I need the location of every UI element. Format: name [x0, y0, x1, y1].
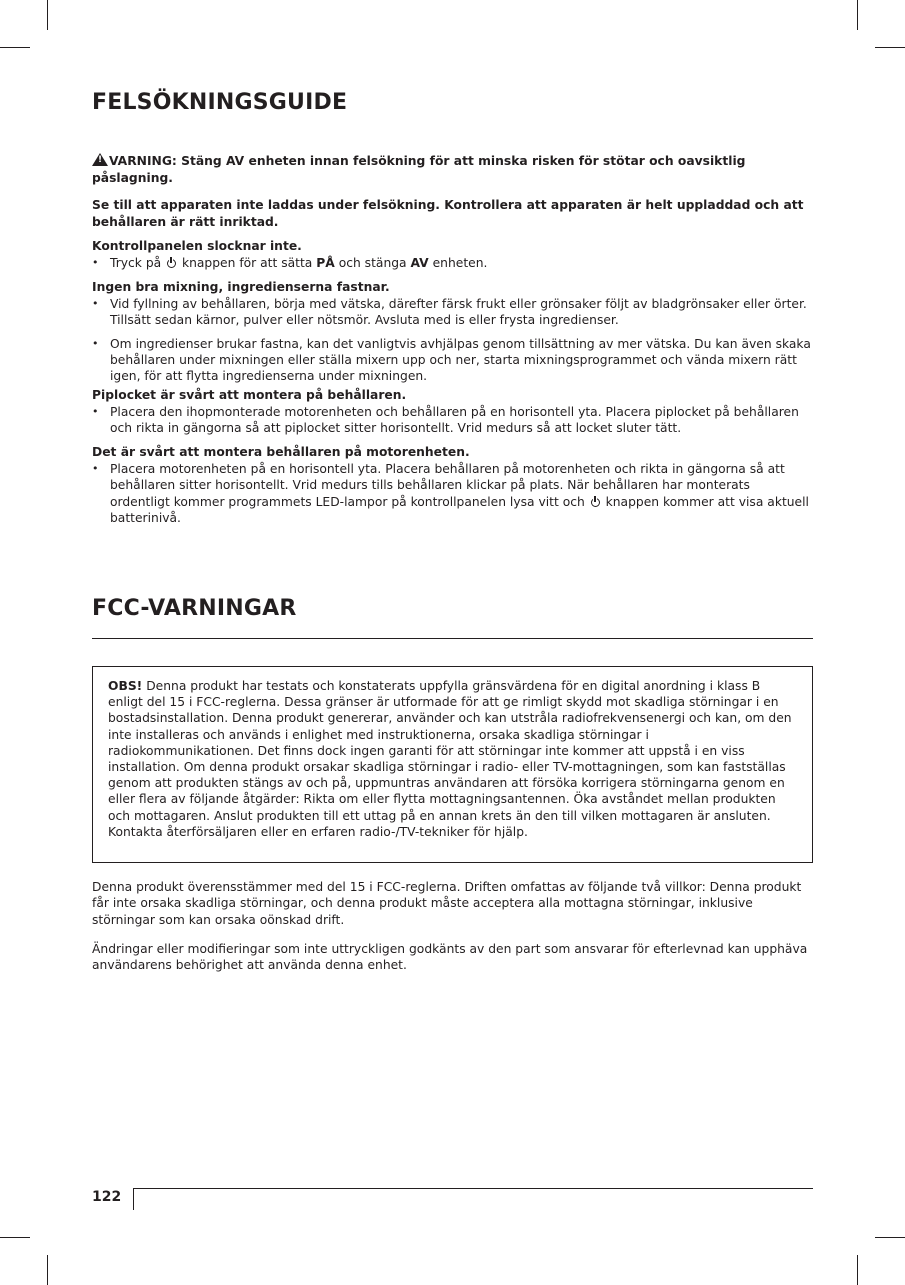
section-container-mount: [92, 444, 813, 526]
obs-label: OBS!: [108, 679, 143, 693]
power-icon: [167, 259, 176, 268]
crop-mark: [0, 47, 30, 48]
bullet-text: Tryck på: [110, 256, 166, 270]
warning-text: Stäng AV enheten innan felsökning för att minska risken för stötar och oavsiktlig påslagning.: [92, 154, 746, 185]
section-control-panel: [92, 238, 813, 271]
list-item: [92, 255, 813, 271]
bullet-text: och stänga: [334, 256, 411, 270]
list-item: • Placera den ihopmonterade motorenheten och behållaren på en horisontell yta. Placera piplocket på behållaren och rikta in gängorna så att piplocket sitter horisontellt. Vrid medurs så att locket sluter tätt.: [92, 404, 813, 437]
crop-mark: [875, 1237, 905, 1238]
section-spout-lid: [92, 387, 813, 437]
charging-note: Se till att apparaten inte laddas under felsökning. Kontrollera att apparaten är helt uppladdad och att behållaren är rätt inriktad.: [92, 198, 804, 229]
footer-divider: [133, 1188, 134, 1210]
list-item: [92, 461, 813, 526]
section-title: Det är svårt att montera behållaren på motorenheten.: [92, 445, 470, 459]
compliance-paragraph: Denna produkt överensstämmer med del 15 i FCC-reglerna. Driften omfattas av följande två villkor: Denna produkt får inte orsaka skadliga störningar, och denna produkt måste acceptera alla mottagna störningar, inklusive störningar som kan orsaka oönskad drift.: [92, 880, 802, 927]
warning-label: VARNING:: [109, 154, 177, 168]
obs-notice-box: [92, 666, 813, 863]
bullet-text: enheten.: [428, 256, 488, 270]
warning-block: [92, 153, 813, 187]
footer-rule: [133, 1188, 813, 1189]
modifications-paragraph: Ändringar eller modifieringar som inte uttryckligen godkänts av den part som ansvarar för efterlevnad kan upphäva användarens behörighet att använda denna enhet.: [92, 942, 808, 973]
crop-mark: [47, 1255, 48, 1285]
crop-mark: [47, 0, 48, 30]
bullet-text-bold: PÅ: [316, 256, 335, 270]
crop-mark: [857, 1255, 858, 1285]
section-title: Kontrollpanelen slocknar inte.: [92, 239, 302, 253]
power-icon: [591, 498, 600, 507]
list-item: • Om ingredienser brukar fastna, kan det vanligtvis avhjälpas genom tillsättning av mer vätska. Du kan även skaka behållaren under mixningen eller ställa mixern upp och ner, starta mixningsprogrammet och vända mixern rätt igen, för att flytta ingredienserna under mixningen.: [92, 336, 813, 385]
bullet-text: knappen kommer att visa aktuell batterinivå.: [110, 494, 809, 525]
section-title: Piplocket är svårt att montera på behållaren.: [92, 388, 407, 402]
bullet-text-bold: AV: [410, 256, 429, 270]
divider: [92, 638, 813, 639]
bullet-text: knappen för att sätta: [178, 256, 317, 270]
warning-triangle-icon: [92, 153, 108, 166]
troubleshooting-heading: FELSÖKNINGSGUIDE: [92, 90, 348, 115]
page-number: 122: [92, 1189, 122, 1205]
fcc-heading: FCC-VARNINGAR: [92, 596, 297, 621]
bullet-text: Placera motorenheten på en horisontell yta. Placera behållaren på motorenheten och rikta in gängorna så att behållaren sitter horisontellt. Vrid medurs tills behållaren klickar på plats. När behållaren har monterats ordentligt kommer programmets LED-lampor på kontrollpanelen lysa vitt och: [110, 462, 785, 509]
crop-mark: [875, 47, 905, 48]
section-mixing: [92, 279, 813, 384]
list-item: • Vid fyllning av behållaren, börja med vätska, därefter färsk frukt eller grönsaker följt av bladgrönsaker eller örter. Tillsätt sedan kärnor, pulver eller nötsmör. Avsluta med is eller frysta ingredienser.: [92, 296, 813, 329]
section-title: Ingen bra mixning, ingredienserna fastnar.: [92, 280, 390, 294]
crop-mark: [0, 1237, 30, 1238]
crop-mark: [857, 0, 858, 30]
obs-text: Denna produkt har testats och konstaterats uppfylla gränsvärdena för en digital anordning i klass B enligt del 15 i FCC-reglerna. Dessa gränser är utformade för att ge rimligt skydd mot skadliga störningar i en bostadsinstallation. Denna produkt genererar, använder och kan utstråla radiofrekvensenergi och kan, om den inte installeras och används i enlighet med instruktionerna, orsaka skadliga störningar i radiokommunikationen. Det finns dock ingen garanti för att störningar inte kommer att uppstå i en viss installation. Om denna produkt orsakar skadliga störningar i radio- eller TV-mottagningen, som kan fastställas genom att produkten stängs av och på, uppmuntras användaren att försöka korrigera störningarna genom en eller flera av följande åtgärder: Rikta om eller flytta mottagningsantennen. Öka avståndet mellan produkten och mottagaren. Anslut produkten till ett uttag på en annan krets än den till vilken mottagaren är ansluten. Kontakta återförsäljaren eller en erfaren radio-/TV-tekniker för hjälp.: [108, 679, 792, 839]
